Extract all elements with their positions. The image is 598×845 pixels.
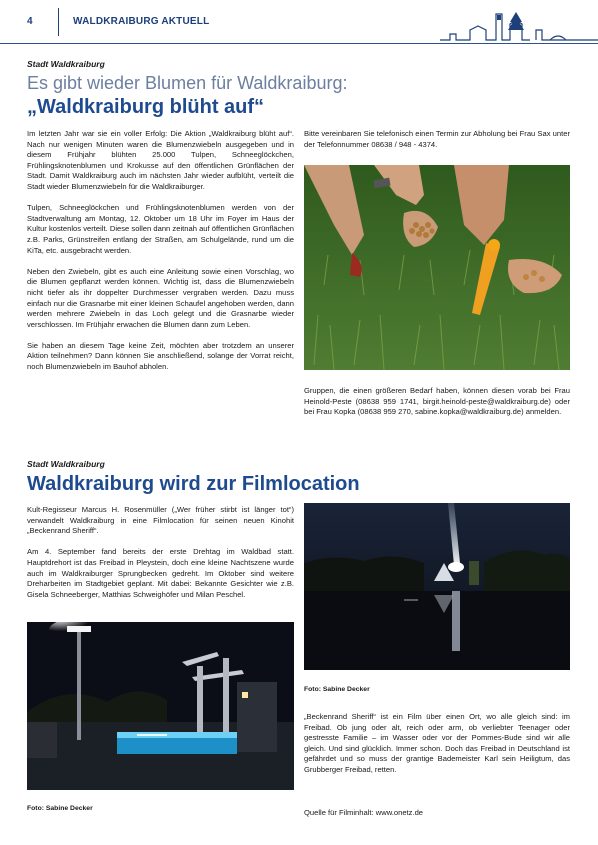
article1-left-column: [27, 129, 294, 383]
source-note: Quelle für Filminhalt: www.onetz.de: [304, 808, 424, 817]
article1-paragraph: Neben den Zwiebeln, gibt es auch eine Anleitung sowie einen Vorschlag, wo die Blumen gepflanzt werden können. Wichtig ist, dass die Blumenzwiebeln nicht tiefer als ihr doppelter Durchmesser vergraben werden. Dazu muss einfach nur die Grasnarbe mit einer kleinen Schaufel angehoben werden, dann werden mehrere Zwiebeln in das Loch gelegt und die Grasnarbe wieder verschlossen. Im Frühjahr erwachen die Blumen dann zum Leben.: [27, 266, 294, 329]
article1-subtitle: Es gibt wieder Blumen für Waldkraiburg:: [27, 73, 348, 93]
page-number: 4: [27, 16, 33, 27]
section-title: WALDKRAIBURG AKTUELL: [73, 16, 210, 27]
planting-photo: [304, 165, 570, 370]
article1-paragraph: Im letzten Jahr war sie ein voller Erfolg: Die Aktion „Waldkraiburg blüht auf“. Nach nur wenigen Minuten waren die Blumenzwiebeln ausgegeben und in diesem Frühjahr blühten 25.000 Tulpen, Schneeglöckchen, Frühlingsknotenblumen und Krokusse auf den öffentlichen Grünflächen der Stadt. Damit Waldkraiburg auch im nächsten Jahr wieder aufblüht, verteilt die Stadt wieder Blumenzwiebeln für die Waldkraiburger.: [27, 129, 294, 191]
night-lake-photo: [304, 503, 570, 670]
article1-title: „Waldkraiburg blüht auf“: [27, 96, 265, 118]
article2-paragraph: Kult-Regisseur Marcus H. Rosenmüller („Wer früher stirbt ist länger tot“) verwandelt Waldkraiburg in eine Filmlocation für seinen neuen Kinohit „Beckenrand Sheriff“.: [27, 505, 294, 536]
skyline-logo: [440, 10, 598, 44]
article1-paragraph: Sie haben an diesem Tage keine Zeit, möchten aber trotzdem an unserer Aktion teilnehmen? Dann können Sie anschließend, solange der Vorrat reicht, noch Blumenzwiebeln im Bauhof abholen.: [27, 340, 294, 372]
article1-right-top: Bitte vereinbaren Sie telefonisch einen Termin zur Abholung bei Frau Sax unter der Telefonnummer 08638 / 948 - 4374.: [304, 129, 570, 149]
article2-paragraph: Am 4. September fand bereits der erste Drehtag im Waldbad statt. Hauptdrehort ist das Freibad in Pleystein, doch eine kleine Nachtszene wurde auch im Waldkraiburger Sprungbecken gedreht. Im Oktober sind weitere Dreharbeiten im Stadtgebiet geplant. Mit dabei: Bekannte Gesichter wie z.B. Gisela Schneeberger, Matthias Schweighöfer und Milan Peschel.: [27, 547, 294, 599]
article2-right-paragraph: „Beckenrand Sheriff“ ist ein Film über einen Ort, wo alle gleich sind: im Freibad. Ob jung oder alt, reich oder arm, ob verliebter Teenager oder gestresste Familie – im Wasser oder vor der Pommes-Bude sind wir alle gleich. Und sind glücklich. Immer schon. Doch das Freibad in Deutschland ist gefährdet und so muss der grantige Bademeister Karl sein Heiligtum, das Grubberger Freibad, retten.: [304, 712, 570, 774]
article2-title: Waldkraiburg wird zur Filmlocation: [27, 473, 360, 495]
article1-right-bottom: Gruppen, die einen größeren Bedarf haben, können diesen vorab bei Frau Heinold-Peste (08638 959 1741, birgit.heinold-peste@waldkraiburg.de) oder bei Frau Kopka (08638 959 270, sabine.kopka@waldkraiburg.de) anmelden.: [304, 386, 570, 417]
header-rule: [0, 43, 598, 44]
header-divider: [58, 8, 59, 36]
article2-left-column: [27, 505, 294, 611]
article2-kicker: Stadt Waldkraiburg: [27, 459, 105, 469]
photo-credit-left: Foto: Sabine Decker: [27, 805, 93, 812]
article1-paragraph: Tulpen, Schneeglöckchen und Frühlingsknotenblumen werden von der Stadtverwaltung am Montag, 12. Oktober um 18 Uhr im Foyer im Haus der Kultur kostenlos verteilt. Diese sollen dann zeitnah auf öffentlichen Grünflächen z.B. Parks, Grünstreifen entlang der Straßen, am Schulgelände, rund um die KiTa, etc. ausgebracht werden.: [27, 203, 294, 255]
photo-credit-right: Foto: Sabine Decker: [304, 686, 370, 693]
night-pool-photo: [27, 622, 294, 790]
article1-kicker: Stadt Waldkraiburg: [27, 59, 105, 69]
